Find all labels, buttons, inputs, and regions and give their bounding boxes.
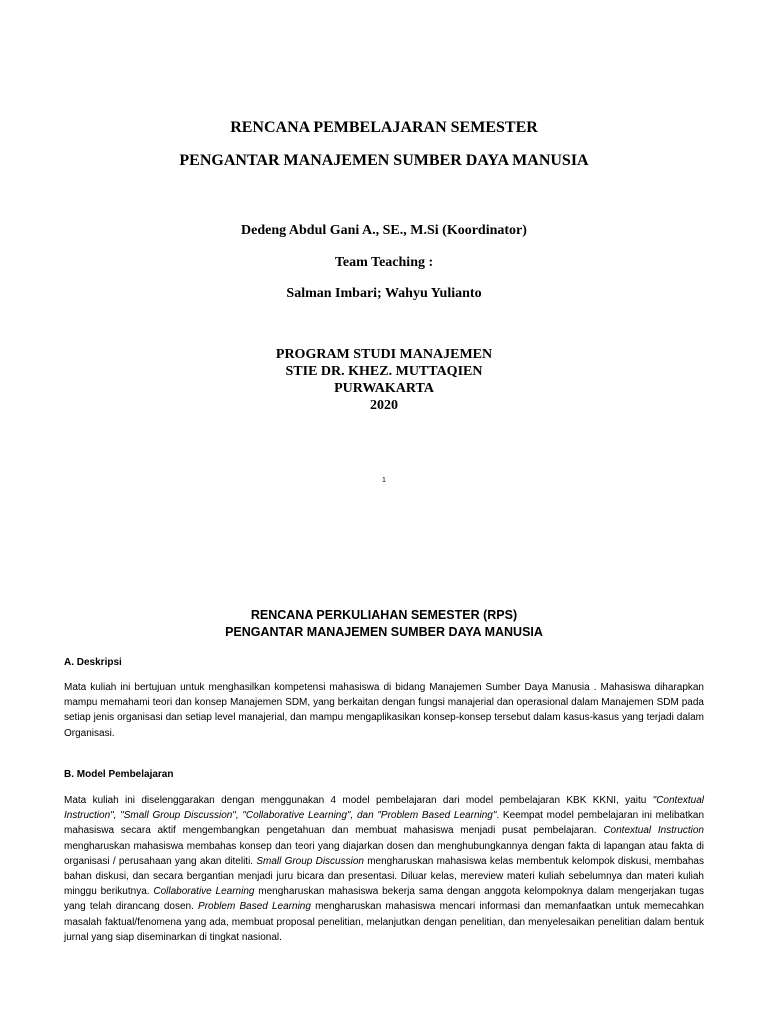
collaborative-learning-term: Collaborative Learning: [153, 886, 255, 898]
section-b-text: [64, 793, 704, 945]
cover-team-members: Salman Imbari; Wahyu Yulianto: [286, 286, 482, 301]
cover-team-label: Team Teaching :: [334, 255, 434, 270]
cover-title-line1: RENCANA PEMBELAJARAN SEMESTER: [230, 119, 538, 136]
contextual-instruction-term: Contextual Instruction: [603, 825, 704, 837]
section-b-text-3: mengharuskan mahasiswa membahas konsep dan teori yang diajarkan dosen dan menghubungkannya dengan fakta di lapangan atau fakta di organisasi / perusahaan yang akan diteliti.: [64, 840, 704, 867]
cover-year: 2020: [370, 398, 398, 413]
section-b-text-6: mengharuskan mahasiswa mencari informasi dan memanfaatkan untuk memecahkan masalah faktual/fenomena yang ada, membuat proposal penelitian, melanjutkan dengan penelitian, dan menyelesaikan penelitian dalam bentuk jurnal yang siap diseminarkan di tingkat nasional.: [64, 901, 704, 943]
cover-title-line2: PENGANTAR MANAJEMEN SUMBER DAYA MANUSIA: [179, 152, 589, 169]
cover-page-number: 1: [382, 477, 386, 484]
section-b-text-1: Mata kuliah ini diselenggarakan dengan menggunakan 4 model pembelajaran dari model pembelajaran KBK KKNI, yaitu: [64, 795, 653, 806]
problem-based-learning-term: Problem Based Learning: [198, 901, 311, 913]
section-b-models-italic: "Contextual Instruction", "Small Group Discussion", "Collaborative Learning", dan "Problem Based Learning": [64, 795, 704, 822]
section-b-heading: B. Model Pembelajaran: [64, 769, 174, 780]
cover-city: PURWAKARTA: [334, 381, 434, 396]
cover-institution: STIE DR. KHEZ. MUTTAQIEN: [285, 364, 483, 379]
small-group-discussion-term: Small Group Discussion: [256, 855, 364, 867]
cover-coordinator: Dedeng Abdul Gani A., SE., M.Si (Koordinator): [241, 223, 527, 238]
section-b-text-5: mengharuskan mahasiswa bekerja sama dengan anggota kelompoknya dalam mengerjakan tugas yang telah dirancang dosen.: [64, 886, 704, 913]
section-a-heading: A. Deskripsi: [64, 657, 122, 668]
cover-program: PROGRAM STUDI MANAJEMEN: [275, 347, 493, 362]
section-b-text-4: mengharuskan mahasiswa kelas membentuk kelompok diskusi, membahas bahan diskusi, dan secara bergantian menjadi juru bicara dan presentasi. Diluar kelas, mereview materi kuliah sebelumnya dan materi kuliah minggu berikutnya.: [64, 855, 704, 898]
section-a-text: Mata kuliah ini bertujuan untuk menghasilkan kompetensi mahasiswa di bidang Manajemen Sumber Daya Manusia . Mahasiswa diharapkan mampu memahami teori dan konsep Manajemen SDM, yang berkaitan dengan fungsi manajerial dan operasional dalam Manajemen SDM pada setiap jenis organisasi dan setiap level manajerial, dan mampu mengaplikasikan konsep-konsep tersebut dalam kasus-kasus yang terjadi dalam Organisasi.: [64, 682, 704, 739]
rps-title-line1: RENCANA PERKULIAHAN SEMESTER (RPS): [250, 608, 518, 622]
section-b-text-2: . Keempat model pembelajaran ini melibatkan mahasiswa secara aktif mengembangkan pengetahuan dan membuat mahasiswa menjadi pusat pembelajaran.: [64, 810, 705, 837]
rps-title-line2: PENGANTAR MANAJEMEN SUMBER DAYA MANUSIA: [225, 625, 543, 639]
